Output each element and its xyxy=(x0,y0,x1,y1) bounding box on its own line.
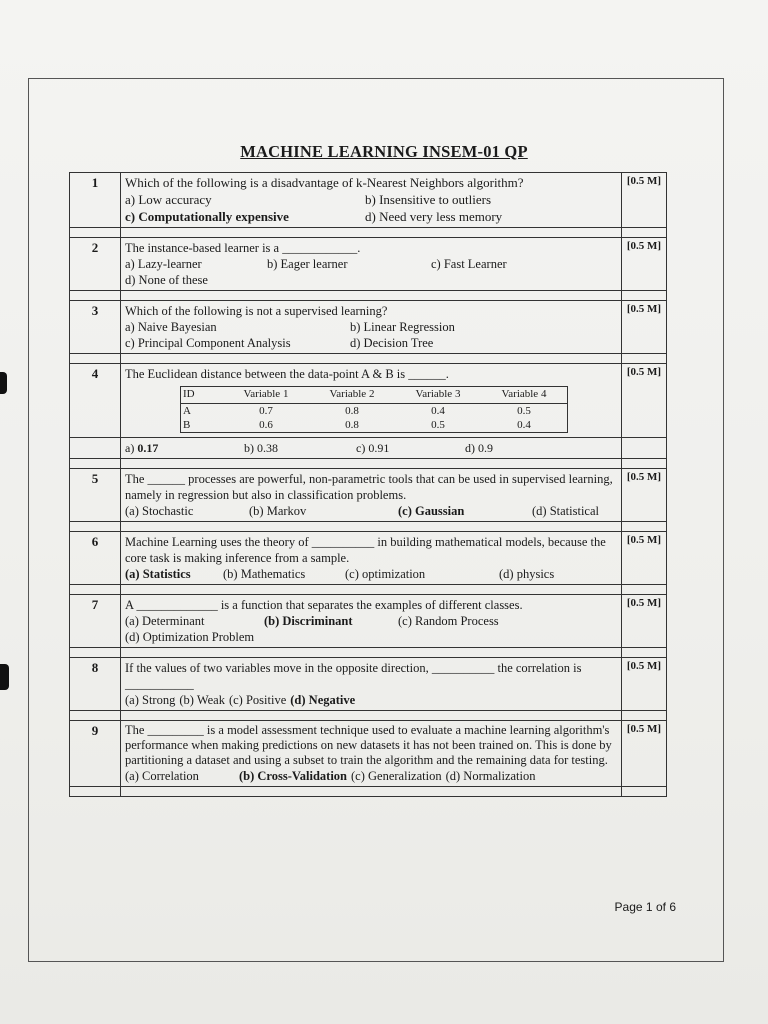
option-b: (b) Cross-Validation xyxy=(239,769,348,783)
marks-label: [0.5 M] xyxy=(622,658,667,711)
table-cell: 0.8 xyxy=(345,405,359,417)
question-row-9 xyxy=(70,721,667,787)
option-c: (c) Positive xyxy=(228,693,287,707)
table-cell: 0.5 xyxy=(517,405,531,417)
option-d: (d) physics xyxy=(499,567,555,581)
question-body xyxy=(121,532,622,585)
question-text: A _____________ is a function that separates the examples of different classes. xyxy=(125,598,523,612)
page-current: 1 xyxy=(645,900,653,914)
column-header: Variable 1 xyxy=(223,387,309,404)
option-a: a) Low accuracy xyxy=(125,192,212,207)
variables-table-header xyxy=(181,387,568,404)
option-c: c) Computationally expensive xyxy=(125,209,289,224)
option-c: (c) Gaussian xyxy=(398,504,465,518)
question-body xyxy=(121,173,622,228)
question-text: Which of the following is not a supervised learning? xyxy=(125,304,388,318)
option-c: c) Principal Component Analysis xyxy=(125,336,291,350)
question-text: The _________ is a model assessment technique used to evaluate a machine learning algorithm's performance when making predictions on new datasets it has not been trained on. This is done by partitioning a dataset and using a subset to train the algorithm and the remaining data for testing. xyxy=(125,723,612,767)
option-list xyxy=(125,272,617,288)
option-c: c) Fast Learner xyxy=(431,257,507,271)
option-d: d) Need very less memory xyxy=(365,209,503,224)
question-text: The ______ processes are powerful, non-parametric tools that can be used in supervised learning, namely in regression but also in classification problems. xyxy=(125,472,613,502)
option-list xyxy=(125,440,617,456)
question-row-6 xyxy=(70,532,667,585)
question-row-5 xyxy=(70,469,667,522)
question-number: 8 xyxy=(70,658,121,711)
table-cell: 0.8 xyxy=(345,419,359,431)
option-list xyxy=(125,768,617,784)
option-list xyxy=(125,629,617,645)
option-d: d) Decision Tree xyxy=(350,336,434,350)
page-number xyxy=(615,900,676,914)
question-row-1 xyxy=(70,173,667,228)
marks-label: [0.5 M] xyxy=(622,721,667,787)
marks-label: [0.5 M] xyxy=(622,595,667,648)
marks-label: [0.5 M] xyxy=(622,238,667,291)
question-number: 6 xyxy=(70,532,121,585)
table-cell: 0.6 xyxy=(259,419,273,431)
table-cell: 0.7 xyxy=(259,405,273,417)
option-a: (a) Correlation xyxy=(125,769,199,783)
option-b: (b) Mathematics xyxy=(223,567,306,581)
option-c: (c) optimization xyxy=(345,567,426,581)
option-c: c) 0.91 xyxy=(356,441,390,455)
question-number: 1 xyxy=(70,173,121,228)
option-b: b) 0.38 xyxy=(244,441,278,455)
question-text: If the values of two variables move in the opposite direction, __________ the correlation is ___________ xyxy=(125,661,582,691)
option-list xyxy=(125,566,617,582)
page-total: 6 xyxy=(669,900,676,914)
option-list xyxy=(125,191,617,225)
option-a: a) Naive Bayesian xyxy=(125,320,217,334)
option-d: (d) Negative xyxy=(290,693,356,707)
option-d: (d) Optimization Problem xyxy=(125,630,255,644)
question-text: The Euclidean distance between the data-point A & B is ______. xyxy=(125,367,449,381)
option-a: a) 0.17 xyxy=(125,441,159,455)
marks-label: [0.5 M] xyxy=(622,301,667,354)
document-title: MACHINE LEARNING INSEM-01 QP xyxy=(240,142,528,161)
option-d: (d) Statistical xyxy=(532,504,599,518)
question-body xyxy=(121,438,622,459)
marks-label: [0.5 M] xyxy=(622,532,667,585)
column-header: Variable 2 xyxy=(309,387,395,404)
column-header: ID xyxy=(181,387,224,404)
question-number: 7 xyxy=(70,595,121,648)
table-cell: B xyxy=(183,419,191,431)
option-d: d) None of these xyxy=(125,273,208,287)
option-a: (a) Statistics xyxy=(125,567,191,581)
variables-table xyxy=(180,386,568,433)
option-a: (a) Determinant xyxy=(125,614,205,628)
question-row-3 xyxy=(70,301,667,354)
question-text: Which of the following is a disadvantage of k-Nearest Neighbors algorithm? xyxy=(125,175,524,190)
option-b: b) Insensitive to outliers xyxy=(365,192,492,207)
option-list xyxy=(125,503,617,519)
option-b: b) Linear Regression xyxy=(350,320,455,334)
question-table xyxy=(69,172,667,797)
column-header: Variable 4 xyxy=(481,387,568,404)
option-list xyxy=(125,256,617,272)
table-row xyxy=(181,404,568,419)
marks-label: [0.5 M] xyxy=(622,364,667,438)
option-b: (b) Weak xyxy=(179,693,225,707)
option-a: (a) Strong xyxy=(125,693,176,707)
question-row-2 xyxy=(70,238,667,291)
table-cell: A xyxy=(183,405,191,417)
question-body xyxy=(121,595,622,648)
question-number: 9 xyxy=(70,721,121,787)
option-b: b) Eager learner xyxy=(267,257,348,271)
question-number: 4 xyxy=(70,364,121,438)
option-a: (a) Stochastic xyxy=(125,504,194,518)
question-number: 2 xyxy=(70,238,121,291)
option-b: (b) Discriminant xyxy=(264,614,353,628)
option-d: d) 0.9 xyxy=(465,441,493,455)
page-of-label: of xyxy=(655,900,666,914)
question-body xyxy=(121,469,622,522)
option-list xyxy=(125,692,617,708)
marks-label: [0.5 M] xyxy=(622,469,667,522)
question-body xyxy=(121,364,622,438)
marks-label: [0.5 M] xyxy=(622,173,667,228)
option-a: a) Lazy-learner xyxy=(125,257,202,271)
question-text: The instance-based learner is a ____________. xyxy=(125,241,361,255)
question-row-8 xyxy=(70,658,667,711)
question-body xyxy=(121,658,622,711)
option-c: (c) Generalization xyxy=(351,769,442,783)
punch-hole-mark xyxy=(0,372,7,394)
table-cell: 0.4 xyxy=(431,405,445,417)
option-d: (d) Normalization xyxy=(445,769,536,783)
punch-hole-mark xyxy=(0,664,9,690)
option-b: (b) Markov xyxy=(249,504,307,518)
question-body xyxy=(121,238,622,291)
option-list xyxy=(125,319,617,351)
option-list xyxy=(125,613,617,629)
option-c: (c) Random Process xyxy=(398,614,499,628)
table-cell: 0.5 xyxy=(431,419,445,431)
table-row xyxy=(181,418,568,433)
column-header: Variable 3 xyxy=(395,387,481,404)
question-row-4 xyxy=(70,364,667,438)
question-text: Machine Learning uses the theory of __________ in building mathematical models, because the core task is making inference from a sample. xyxy=(125,535,606,565)
page-label: Page xyxy=(614,900,643,914)
question-row-4-options xyxy=(70,438,667,459)
table-cell: 0.4 xyxy=(517,419,531,431)
question-number: 3 xyxy=(70,301,121,354)
question-number: 5 xyxy=(70,469,121,522)
question-body xyxy=(121,721,622,787)
question-row-7 xyxy=(70,595,667,648)
question-body xyxy=(121,301,622,354)
